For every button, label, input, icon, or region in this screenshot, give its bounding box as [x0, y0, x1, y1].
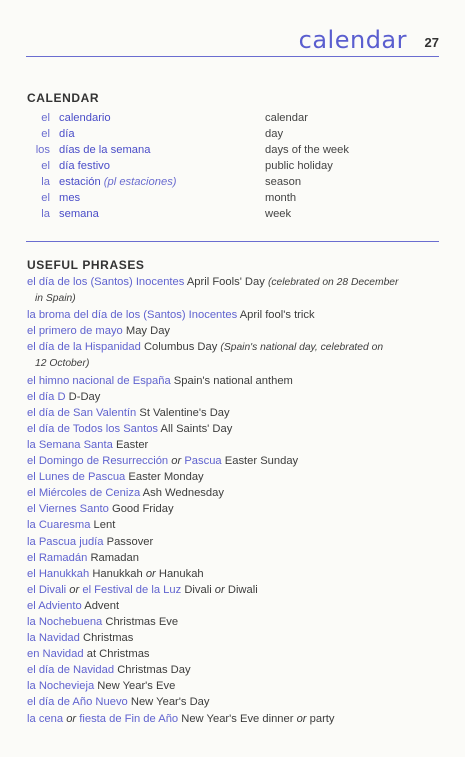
phrase-english: at Christmas [86, 648, 150, 661]
page-number: 27 [424, 35, 439, 50]
phrase-english: Columbus Day [143, 341, 218, 354]
phrase-english-alt: party [309, 712, 335, 725]
phrase-english: Easter Monday [128, 471, 204, 484]
vocab-spanish-word: días de la semana [59, 144, 151, 156]
calendar-heading: CALENDAR [27, 91, 100, 105]
vocab-article: el [41, 128, 50, 140]
phrase-english: Lent [93, 519, 116, 532]
phrase-english: New Year's Day [130, 696, 210, 709]
phrase-spanish: el día de los (Santos) Inocentes [27, 276, 185, 288]
phrase-spanish: el Adviento [27, 599, 82, 612]
phrase-english: Good Friday [112, 503, 174, 516]
phrase-note: (Spain's national day, celebrated on [220, 342, 384, 354]
phrase-english: Christmas Day [117, 664, 191, 677]
vocab-spanish-word: día festivo [59, 160, 110, 172]
vocab-note: (pl estaciones) [103, 176, 177, 188]
vocab-spanish [59, 110, 111, 126]
phrase-entry [0, 389, 465, 405]
phrase-entry [0, 678, 465, 694]
phrase-spanish-alt: Pascua [184, 455, 222, 468]
phrase-conjunction: or [171, 455, 182, 468]
phrase-conjunction: or [214, 583, 225, 596]
phrase-entry [0, 501, 465, 517]
vocab-spanish-word: día [59, 128, 75, 140]
phrase-english: April fool's trick [239, 309, 315, 322]
vocab-spanish [59, 206, 99, 222]
phrase-english: Christmas [82, 632, 134, 645]
phrase-english: Ash Wednesday [142, 487, 224, 500]
vocab-spanish-word: mes [59, 192, 81, 204]
phrase-conjunction: or [145, 567, 156, 580]
phrase-english: May Day [125, 325, 171, 338]
phrase-spanish-alt: fiesta de Fin de Año [79, 712, 179, 725]
vocab-row [0, 142, 465, 158]
phrase-spanish: el día de la Hispanidad [27, 341, 141, 354]
phrase-spanish: la Semana Santa [27, 438, 113, 451]
vocab-spanish-word: semana [59, 208, 99, 220]
phrase-entry [0, 373, 465, 389]
phrase-entry [0, 307, 465, 323]
phrase-english-alt: Diwali [227, 583, 258, 596]
vocab-spanish [59, 190, 80, 206]
phrase-spanish: el Lunes de Pascua [27, 471, 126, 484]
vocab-english: month [265, 192, 297, 204]
phrase-entry [0, 437, 465, 453]
phrase-entry [0, 550, 465, 566]
vocab-spanish [59, 126, 75, 142]
vocab-spanish [59, 158, 110, 174]
phrase-entry [0, 566, 465, 582]
phrase-list [0, 274, 465, 727]
vocab-row [0, 110, 465, 126]
phrase-conjunction: or [66, 712, 77, 725]
phrase-conjunction: or [296, 712, 307, 725]
phrase-spanish: el día de Todos los Santos [27, 422, 159, 435]
phrase-spanish: el himno nacional de España [27, 374, 171, 387]
vocab-row [0, 206, 465, 222]
phrase-conjunction: or [69, 583, 80, 596]
vocab-english: season [265, 176, 302, 188]
phrase-english: St Valentine's Day [139, 406, 230, 419]
phrase-spanish-alt: el Festival de la Luz [82, 583, 182, 596]
phrase-spanish: la Nochevieja [27, 680, 95, 693]
vocab-english: day [265, 128, 284, 140]
phrase-english: Passover [106, 535, 154, 548]
phrase-entry [0, 274, 465, 307]
phrase-spanish: la Navidad [27, 632, 80, 645]
phrase-english: Advent [84, 599, 120, 612]
phrase-spanish: en Navidad [27, 648, 84, 661]
phrase-entry [0, 469, 465, 485]
phrase-english: All Saints' Day [160, 422, 233, 435]
phrase-entry [0, 405, 465, 421]
vocab-spanish-word: calendario [59, 112, 111, 124]
phrase-english: Spain's national anthem [173, 374, 293, 387]
vocab-spanish-word: estación [59, 176, 101, 188]
phrase-english: April Fools' Day [186, 276, 265, 288]
vocab-spanish [59, 142, 150, 158]
phrase-english: Hanukkah [92, 567, 143, 580]
vocab-row [0, 174, 465, 190]
phrase-english: Divali [184, 583, 212, 596]
phrase-english: New Year's Eve dinner [181, 712, 294, 725]
phrase-spanish: el Domingo de Resurrección [27, 455, 169, 468]
phrase-spanish: el día de Año Nuevo [27, 696, 128, 709]
phrase-spanish: el día D [27, 390, 66, 403]
phrase-spanish: el Ramadán [27, 551, 88, 564]
phrase-entry [0, 534, 465, 550]
phrase-entry [0, 323, 465, 339]
phrase-entry [0, 630, 465, 646]
phrase-entry [0, 614, 465, 630]
vocab-table [0, 110, 465, 222]
phrase-english-alt: Hanukah [158, 567, 204, 580]
phrase-spanish: el día de Navidad [27, 664, 115, 677]
phrase-spanish: el primero de mayo [27, 325, 123, 338]
vocab-row [0, 158, 465, 174]
phrase-spanish: el día de San Valentín [27, 406, 137, 419]
vocab-english: calendar [265, 112, 308, 124]
phrase-spanish: la Pascua judía [27, 535, 104, 548]
page-header [0, 26, 465, 56]
phrase-spanish: la Nochebuena [27, 615, 103, 628]
phrase-entry [0, 582, 465, 598]
vocab-english: days of the week [265, 144, 349, 156]
vocab-article: la [41, 208, 50, 220]
phrase-entry [0, 485, 465, 501]
phrase-spanish: la Cuaresma [27, 519, 91, 532]
phrases-heading: USEFUL PHRASES [27, 258, 145, 272]
phrase-english: Christmas Eve [105, 615, 179, 628]
phrase-spanish: la broma del día de los (Santos) Inocentes [27, 309, 238, 322]
vocab-article: la [41, 176, 50, 188]
vocab-row [0, 190, 465, 206]
phrase-english: New Year's Eve [97, 680, 176, 693]
phrase-spanish: la cena [27, 712, 64, 725]
phrase-entry [0, 339, 465, 372]
phrase-entry [0, 711, 465, 727]
vocab-english: public holiday [265, 160, 333, 172]
phrase-english: Easter [115, 438, 149, 451]
vocab-article: el [41, 112, 50, 124]
phrase-spanish: el Divali [27, 583, 67, 596]
vocab-article: el [41, 192, 50, 204]
vocab-spanish [59, 174, 177, 190]
vocab-row [0, 126, 465, 142]
phrase-entry [0, 453, 465, 469]
page-title: calendar [298, 26, 407, 54]
phrase-note: (celebrated on 28 December [267, 277, 399, 288]
phrase-english: Easter Sunday [224, 455, 299, 468]
phrase-note-continued: 12 October) [35, 358, 90, 370]
phrase-entry [0, 598, 465, 614]
vocab-english: week [265, 208, 292, 220]
phrase-entry [0, 646, 465, 662]
phrase-entry [0, 421, 465, 437]
phrase-note-continued: in Spain) [35, 293, 76, 305]
vocab-article: el [41, 160, 50, 172]
section-divider [26, 241, 439, 242]
phrase-spanish: el Miércoles de Ceniza [27, 487, 141, 500]
phrase-entry [0, 662, 465, 678]
phrase-entry [0, 694, 465, 710]
phrase-entry [0, 517, 465, 533]
vocab-article: los [35, 144, 50, 156]
phrase-english: Ramadan [90, 551, 139, 564]
header-rule [26, 56, 439, 57]
phrase-spanish: el Hanukkah [27, 567, 90, 580]
phrase-english: D-Day [68, 390, 101, 403]
phrase-spanish: el Viernes Santo [27, 503, 109, 516]
